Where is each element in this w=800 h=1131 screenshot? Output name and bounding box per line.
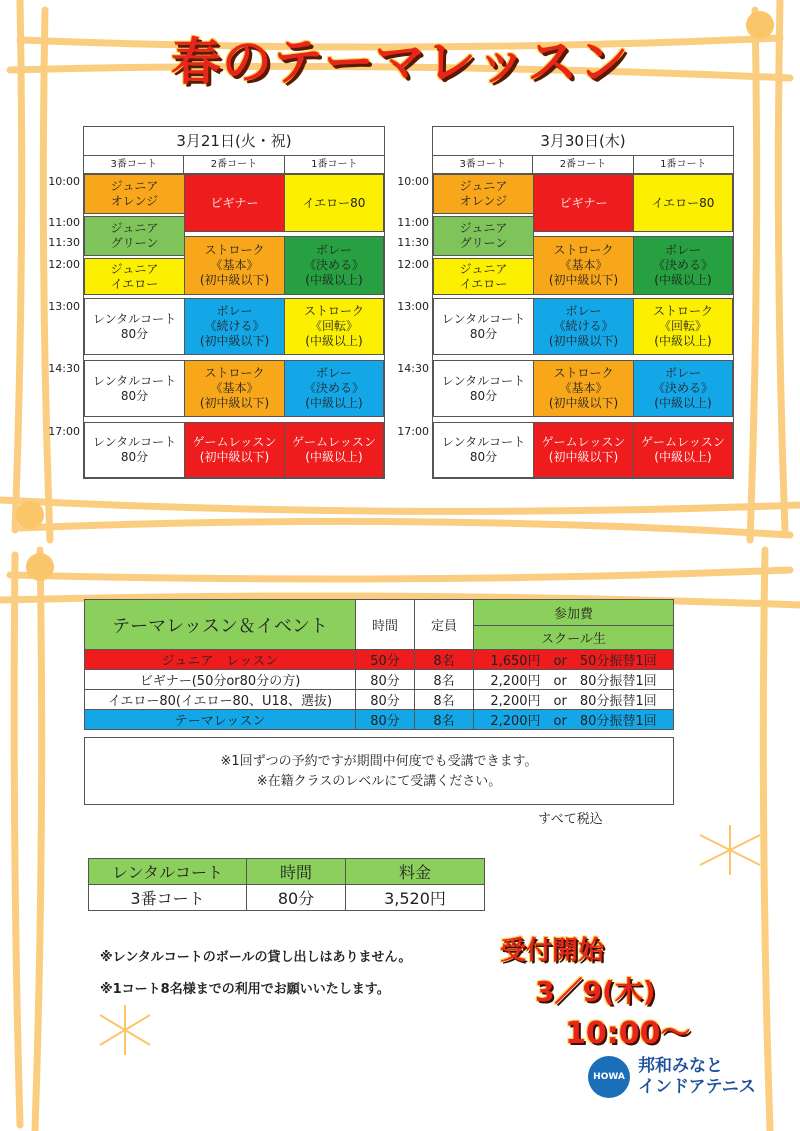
time-label: 17:00	[397, 425, 429, 438]
logo-line-1: 邦和みなと	[638, 1056, 723, 1076]
volley-kimeru-cell: ボレー 《決める》 (中級以上)	[284, 236, 384, 295]
rental-cell: レンタルコート 80分	[84, 298, 185, 355]
row-fee: 2,200円 or 80分振替1回	[474, 690, 674, 710]
reception-date: 3／9(木)	[535, 975, 656, 1008]
schedule-grid	[433, 174, 733, 478]
schedule-table-1	[83, 126, 385, 479]
price-table	[84, 599, 674, 730]
row-name: ビギナー(50分or80分の方)	[85, 670, 356, 690]
time-label: 14:30	[397, 362, 429, 375]
row-name: ジュニア レッスン	[85, 650, 356, 670]
volley-tsuzukeru-cell: ボレー 《続ける》 (初中級以下)	[533, 298, 634, 355]
note-line-2: ※在籍クラスのレベルにて受講ください。	[256, 774, 502, 789]
stroke-basic-cell: ストローク 《基本》 (初中級以下)	[533, 236, 634, 295]
beginner-cell: ビギナー	[184, 174, 285, 232]
court-header-row	[84, 156, 384, 174]
beginner-cell: ビギナー	[533, 174, 634, 232]
stroke-basic-cell: ストローク 《基本》 (初中級以下)	[184, 360, 285, 417]
rental-cell: レンタルコート 80分	[84, 360, 185, 417]
schedule-grid	[84, 174, 384, 478]
time-label: 11:30	[48, 236, 80, 249]
junior-orange-cell: ジュニア オレンジ	[84, 174, 185, 214]
time-label: 14:30	[48, 362, 80, 375]
junior-orange-cell: ジュニア オレンジ	[433, 174, 534, 214]
row-time: 80分	[356, 710, 415, 730]
time-label: 11:00	[48, 216, 80, 229]
time-label: 11:30	[397, 236, 429, 249]
rental-cell: レンタルコート 80分	[433, 298, 534, 355]
tax-note: すべて税込	[538, 812, 603, 827]
rental-court: 3番コート	[89, 885, 247, 911]
junior-yellow-cell: ジュニア イエロー	[84, 258, 185, 295]
time-label: 17:00	[48, 425, 80, 438]
table-row	[85, 650, 674, 670]
reception-time: 10:00～	[565, 1016, 691, 1051]
volley-kimeru-cell: ボレー 《決める》 (中級以上)	[633, 360, 733, 417]
logo-badge: HOWA	[588, 1056, 630, 1098]
schedule-table-2	[432, 126, 734, 479]
note-line-1: ※1回ずつの予約ですが期間中何度でも受講できます。	[220, 754, 538, 769]
event-header: テーマレッスン＆イベント	[85, 600, 356, 650]
court-1-header: 1番コート	[633, 156, 733, 173]
stroke-basic-cell: ストローク 《基本》 (初中級以下)	[184, 236, 285, 295]
time-header: 時間	[356, 600, 415, 650]
row-cap: 8名	[415, 670, 474, 690]
time-label: 10:00	[48, 175, 80, 188]
table-row	[85, 710, 674, 730]
time-label: 12:00	[397, 258, 429, 271]
time-label: 11:00	[397, 216, 429, 229]
rental-time-header: 時間	[247, 859, 346, 885]
game-low-cell: ゲームレッスン (初中級以下)	[533, 422, 634, 478]
row-time: 50分	[356, 650, 415, 670]
time-label: 10:00	[397, 175, 429, 188]
game-high-cell: ゲームレッスン (中級以上)	[284, 422, 384, 478]
yellow80-cell: イエロー80	[284, 174, 384, 232]
junior-yellow-cell: ジュニア イエロー	[433, 258, 534, 295]
court-2-header: 2番コート	[183, 156, 283, 173]
row-fee: 1,650円 or 50分振替1回	[474, 650, 674, 670]
volley-tsuzukeru-cell: ボレー 《続ける》 (初中級以下)	[184, 298, 285, 355]
rental-table	[88, 858, 485, 911]
court-1-header: 1番コート	[284, 156, 384, 173]
stroke-basic-cell: ストローク 《基本》 (初中級以下)	[533, 360, 634, 417]
rental-cell: レンタルコート 80分	[84, 422, 185, 478]
row-name: イエロー80(イエロー80、U18、選抜)	[85, 690, 356, 710]
rental-cell: レンタルコート 80分	[433, 422, 534, 478]
rental-fee: 3,520円	[346, 885, 485, 911]
rental-fee-header: 料金	[346, 859, 485, 885]
logo-line-2: インドアテニス	[638, 1077, 756, 1097]
table-row	[85, 670, 674, 690]
page-title: 春のテーマレッスン	[170, 33, 630, 91]
time-label: 13:00	[48, 300, 80, 313]
volley-kimeru-cell: ボレー 《決める》 (中級以上)	[284, 360, 384, 417]
logo	[588, 1056, 756, 1098]
price-notes	[84, 737, 674, 805]
row-cap: 8名	[415, 650, 474, 670]
row-time: 80分	[356, 670, 415, 690]
schedule-date: 3月30日(木)	[433, 127, 733, 156]
capacity-header: 定員	[415, 600, 474, 650]
rental-header: レンタルコート	[89, 859, 247, 885]
court-header-row	[433, 156, 733, 174]
school-header: スクール生	[474, 626, 674, 650]
rental-time: 80分	[247, 885, 346, 911]
game-high-cell: ゲームレッスン (中級以上)	[633, 422, 733, 478]
court-3-header: 3番コート	[459, 159, 506, 170]
rental-cell: レンタルコート 80分	[433, 360, 534, 417]
junior-green-cell: ジュニア グリーン	[433, 216, 534, 256]
row-cap: 8名	[415, 710, 474, 730]
time-label: 12:00	[48, 258, 80, 271]
row-name: テーマレッスン	[85, 710, 356, 730]
row-cap: 8名	[415, 690, 474, 710]
yellow80-cell: イエロー80	[633, 174, 733, 232]
schedule-date: 3月21日(火・祝)	[84, 127, 384, 156]
time-label: 13:00	[397, 300, 429, 313]
bottom-note-1: ※レンタルコートのボールの貸し出しはありません。	[100, 950, 412, 965]
volley-kimeru-cell: ボレー 《決める》 (中級以上)	[633, 236, 733, 295]
court-3-header: 3番コート	[110, 159, 157, 170]
stroke-kaiten-cell: ストローク 《回転》 (中級以上)	[633, 298, 733, 355]
table-row	[85, 690, 674, 710]
row-fee: 2,200円 or 80分振替1回	[474, 670, 674, 690]
junior-green-cell: ジュニア グリーン	[84, 216, 185, 256]
stroke-kaiten-cell: ストローク 《回転》 (中級以上)	[284, 298, 384, 355]
reception-title: 受付開始	[500, 936, 605, 966]
fee-header: 参加費	[474, 600, 674, 626]
row-time: 80分	[356, 690, 415, 710]
game-low-cell: ゲームレッスン (初中級以下)	[184, 422, 285, 478]
row-fee: 2,200円 or 80分振替1回	[474, 710, 674, 730]
court-2-header: 2番コート	[532, 156, 632, 173]
bottom-note-2: ※1コート8名様までの利用でお願いいたします。	[100, 982, 390, 997]
